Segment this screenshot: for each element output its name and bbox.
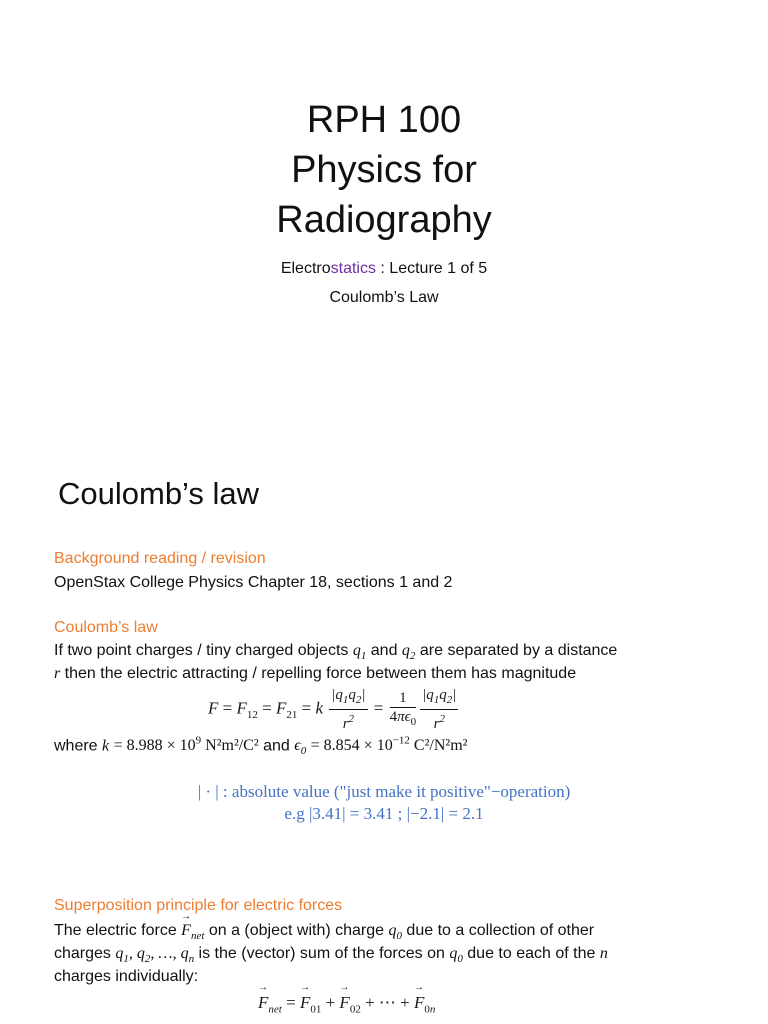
subtitle-highlight: statics: [330, 260, 376, 277]
r-symbol: r: [54, 665, 61, 682]
coulomb-law-text-line1: [54, 642, 754, 662]
super-text-d: charges: [54, 945, 116, 962]
charges-list: $q_1$, $q_2$, …, $q_n$: [115, 945, 195, 966]
epsilon-value: = $8.854 \times 10^{-12}$ C²/N²m²: [310, 735, 468, 755]
slide-title-line3: Radiography: [276, 199, 492, 241]
slide-title-line2: Physics for: [291, 149, 477, 191]
superposition-label: Superposition principle for electric forces: [54, 897, 343, 914]
law-text-d: then the electric attracting / repelling force between them has magnitude: [60, 665, 577, 682]
slide-subtitle2: Coulomb’s Law: [329, 289, 439, 306]
superposition-text-line1: The electric force → $F_{net}$ on a (object with) charge $q_0$ due to a collection of other: [54, 922, 754, 942]
section-heading: Coulomb’s law: [58, 476, 260, 511]
absolute-value-note: | · | : absolute value ("just make it positive"−operation): [197, 782, 571, 801]
super-text-f: due to each of the: [462, 945, 600, 962]
super-text-a: The electric force: [54, 922, 182, 939]
coulomb-law-text-line2: [54, 665, 754, 683]
subtitle-prefix: Electro: [280, 260, 331, 277]
q0-symbol: $q_0$: [388, 922, 402, 943]
where-text: where: [54, 737, 103, 755]
law-text-b: and: [366, 642, 402, 659]
superposition-text-line2: charges $q_1$, $q_2$, …, $q_n$ is the (vector) sum of the forces on $q_0$ due to each of the n: [54, 945, 608, 966]
absolute-value-example: e.g |3.41| = 3.41 ; |−2.1| = 2.1: [284, 804, 484, 823]
super-text-b: on a (object with) charge: [204, 922, 389, 939]
background-reading-text: OpenStax College Physics Chapter 18, sections 1 and 2: [54, 574, 453, 591]
k-value: = $8.988 \times 10^9$ N²m²/C²: [113, 735, 259, 755]
subtitle-suffix: : Lecture 1 of 5: [375, 260, 488, 277]
superposition-formula: → $F_{net}$ = → $F_{01}$ + → $F_{02}$ + ⋯ + → $F_{0n}$: [258, 993, 435, 1015]
superposition-text-line3: charges individually:: [54, 968, 199, 985]
epsilon-symbol: $\epsilon_0$: [294, 737, 307, 758]
law-text-c: are separated by a distance: [415, 642, 618, 659]
background-reading-label: Background reading / revision: [54, 550, 266, 567]
q2-symbol: $q_2$: [401, 642, 416, 663]
constants-line: [54, 735, 754, 758]
k-symbol: k: [102, 737, 110, 755]
slide-title-line1: RPH 100: [306, 99, 462, 141]
coulomb-law-label: Coulomb’s law: [54, 619, 158, 636]
super-text-c: due to a collection of other: [401, 922, 595, 939]
super-text-e: is the (vector) sum of the forces on: [194, 945, 450, 962]
coulomb-formula: $F = F_{12} = F_{21} = k$ $\frac{|q_1q_2|}{r^2}$ = $\frac{1}{4\pi\epsilon_0}$ $\frac{|q_1q_2|}{r^2}$: [208, 687, 457, 732]
law-text-a: If two point charges / tiny charged objects: [54, 642, 353, 659]
fnet-symbol: → F: [181, 922, 191, 940]
q1-symbol: $q_1$: [352, 642, 367, 663]
where-and: and: [258, 737, 295, 755]
slide-subtitle: [0, 260, 768, 278]
